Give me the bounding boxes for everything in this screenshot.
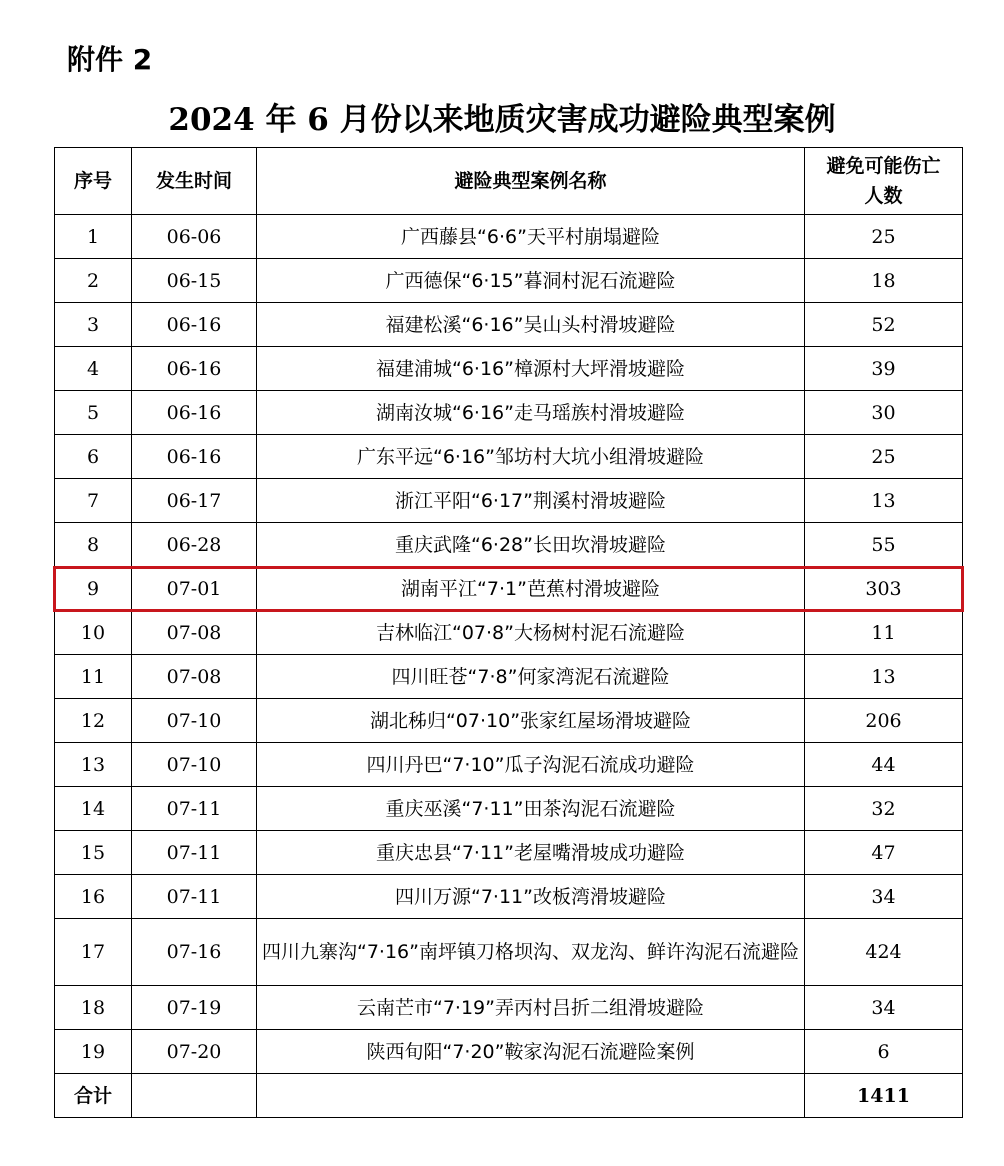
- row-date: 07-08: [132, 611, 257, 655]
- row-count: 18: [805, 259, 963, 303]
- row-case-name: 重庆武隆“6·28”长田坎滑坡避险: [257, 523, 805, 567]
- row-count: 206: [805, 699, 963, 743]
- row-count: 52: [805, 303, 963, 347]
- row-case-name: 福建浦城“6·16”樟源村大坪滑坡避险: [257, 347, 805, 391]
- row-date: 07-10: [132, 743, 257, 787]
- row-date: 07-11: [132, 787, 257, 831]
- row-date: 07-08: [132, 655, 257, 699]
- row-case-name: 陕西旬阳“7·20”鞍家沟泥石流避险案例: [257, 1030, 805, 1074]
- row-date: 06-28: [132, 523, 257, 567]
- header-count: 避免可能伤亡人数: [805, 148, 963, 215]
- row-count: 13: [805, 655, 963, 699]
- row-date: 06-06: [132, 215, 257, 259]
- row-date: 06-17: [132, 479, 257, 523]
- table-row: [55, 435, 963, 479]
- row-no: 14: [55, 787, 132, 831]
- row-count: 6: [805, 1030, 963, 1074]
- row-no: 7: [55, 479, 132, 523]
- row-count: 47: [805, 831, 963, 875]
- row-no: 4: [55, 347, 132, 391]
- row-date: 06-16: [132, 391, 257, 435]
- row-count: 303: [805, 567, 963, 611]
- header-date: 发生时间: [132, 148, 257, 215]
- row-count: 424: [805, 919, 963, 986]
- table-row: [55, 347, 963, 391]
- table-row: [55, 743, 963, 787]
- row-date: 07-01: [132, 567, 257, 611]
- total-label: 合计: [55, 1074, 132, 1118]
- table-row: [55, 391, 963, 435]
- table-row: [55, 567, 963, 611]
- row-no: 8: [55, 523, 132, 567]
- row-case-name: 湖北秭归“07·10”张家红屋场滑坡避险: [257, 699, 805, 743]
- row-no: 6: [55, 435, 132, 479]
- row-date: 06-16: [132, 435, 257, 479]
- row-no: 5: [55, 391, 132, 435]
- row-case-name: 湖南汝城“6·16”走马瑶族村滑坡避险: [257, 391, 805, 435]
- row-date: 07-19: [132, 986, 257, 1030]
- row-count: 13: [805, 479, 963, 523]
- row-no: 18: [55, 986, 132, 1030]
- row-date: 06-16: [132, 347, 257, 391]
- table-row: [55, 215, 963, 259]
- table-row: [55, 303, 963, 347]
- row-no: 13: [55, 743, 132, 787]
- row-no: 2: [55, 259, 132, 303]
- row-no: 11: [55, 655, 132, 699]
- table-row: [55, 699, 963, 743]
- attachment-label: 附件 2: [67, 43, 153, 76]
- row-no: 10: [55, 611, 132, 655]
- row-no: 15: [55, 831, 132, 875]
- table-row: [55, 259, 963, 303]
- table-row: [55, 831, 963, 875]
- table-row: [55, 655, 963, 699]
- row-no: 19: [55, 1030, 132, 1074]
- row-case-name: 重庆忠县“7·11”老屋嘴滑坡成功避险: [257, 831, 805, 875]
- row-date: 06-15: [132, 259, 257, 303]
- header-no: 序号: [55, 148, 132, 215]
- table-row: [55, 986, 963, 1030]
- row-count: 34: [805, 986, 963, 1030]
- row-date: 07-11: [132, 875, 257, 919]
- row-count: 44: [805, 743, 963, 787]
- row-count: 39: [805, 347, 963, 391]
- row-case-name: 福建松溪“6·16”吴山头村滑坡避险: [257, 303, 805, 347]
- row-case-name: 重庆巫溪“7·11”田茶沟泥石流避险: [257, 787, 805, 831]
- row-count: 11: [805, 611, 963, 655]
- row-count: 34: [805, 875, 963, 919]
- row-no: 1: [55, 215, 132, 259]
- row-count: 25: [805, 215, 963, 259]
- total-count: 1411: [805, 1074, 963, 1118]
- document-title: 2024 年 6 月份以来地质灾害成功避险典型案例: [168, 102, 836, 138]
- row-case-name: 湖南平江“7·1”芭蕉村滑坡避险: [257, 567, 805, 611]
- row-date: 07-10: [132, 699, 257, 743]
- row-date: 07-11: [132, 831, 257, 875]
- table-row: [55, 787, 963, 831]
- total-empty-name: [257, 1074, 805, 1118]
- row-date: 07-20: [132, 1030, 257, 1074]
- row-count: 55: [805, 523, 963, 567]
- row-date: 07-16: [132, 919, 257, 986]
- table-row: [55, 611, 963, 655]
- row-case-name: 吉林临江“07·8”大杨树村泥石流避险: [257, 611, 805, 655]
- total-row: [55, 1074, 963, 1118]
- header-case-name: 避险典型案例名称: [257, 148, 805, 215]
- table-row: [55, 919, 963, 986]
- row-no: 9: [55, 567, 132, 611]
- cases-table: [54, 147, 963, 1118]
- table-row: [55, 523, 963, 567]
- table-header-row: [55, 148, 963, 215]
- row-no: 17: [55, 919, 132, 986]
- row-case-name: 广西德保“6·15”暮洞村泥石流避险: [257, 259, 805, 303]
- row-no: 16: [55, 875, 132, 919]
- table-row: [55, 479, 963, 523]
- row-date: 06-16: [132, 303, 257, 347]
- row-case-name: 广东平远“6·16”邹坊村大坑小组滑坡避险: [257, 435, 805, 479]
- row-case-name: 四川旺苍“7·8”何家湾泥石流避险: [257, 655, 805, 699]
- row-case-name: 四川九寨沟“7·16”南坪镇刀格坝沟、双龙沟、鲜许沟泥石流避险: [257, 919, 805, 986]
- row-no: 3: [55, 303, 132, 347]
- row-case-name: 四川丹巴“7·10”瓜子沟泥石流成功避险: [257, 743, 805, 787]
- table-row: [55, 1030, 963, 1074]
- table-row: [55, 875, 963, 919]
- row-case-name: 云南芒市“7·19”弄丙村吕折二组滑坡避险: [257, 986, 805, 1030]
- total-empty-date: [132, 1074, 257, 1118]
- row-count: 30: [805, 391, 963, 435]
- row-case-name: 四川万源“7·11”改板湾滑坡避险: [257, 875, 805, 919]
- row-case-name: 浙江平阳“6·17”荆溪村滑坡避险: [257, 479, 805, 523]
- row-count: 32: [805, 787, 963, 831]
- row-case-name: 广西藤县“6·6”天平村崩塌避险: [257, 215, 805, 259]
- row-no: 12: [55, 699, 132, 743]
- row-count: 25: [805, 435, 963, 479]
